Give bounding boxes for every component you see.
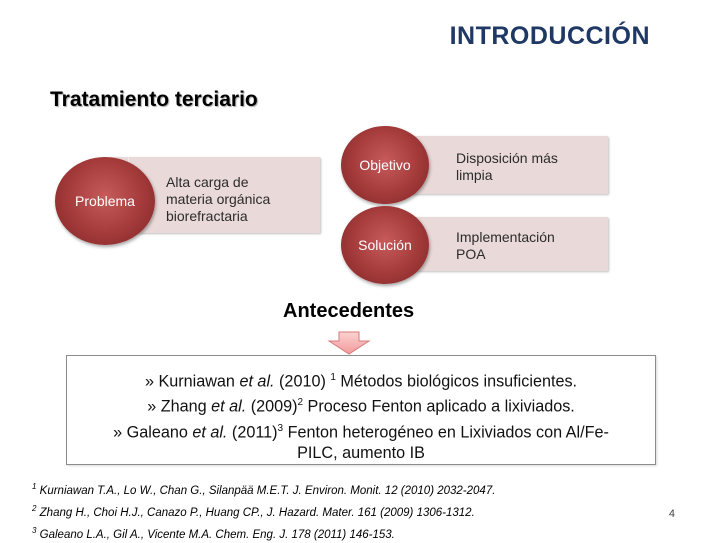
problem-label: Problema	[75, 193, 135, 209]
reference-number: 3	[32, 525, 37, 535]
problem-description-line: materia orgánica	[166, 191, 271, 207]
antecedente-etal: et al.	[192, 423, 228, 442]
solution-description-line: Implementación	[456, 229, 555, 245]
antecedente-year: (2009)	[246, 397, 298, 416]
antecedente-author: » Galeano	[113, 423, 193, 442]
antecedente-text: Métodos biológicos insuficientes.	[335, 372, 578, 391]
solution-label: Solución	[358, 237, 412, 253]
reference-text: Galeano L.A., Gil A., Vicente M.A. Chem. Eng. J. 178 (2011) 146-153.	[36, 528, 395, 541]
antecedente-item	[67, 367, 655, 392]
objective-description-line: Disposición más	[456, 150, 558, 166]
antecedente-item	[67, 392, 655, 417]
page-number: 4	[668, 508, 675, 520]
antecedentes-box	[66, 355, 656, 465]
objective-description	[456, 150, 558, 184]
slide-title: INTRODUCCIÓN	[449, 22, 650, 50]
reference-text: Kurniawan T.A., Lo W., Chan G., Silanpää M.E.T. J. Environ. Monit. 12 (2010) 2032-2047.	[36, 484, 496, 497]
reference-number: 2	[32, 503, 37, 513]
antecedente-etal: et al.	[211, 397, 247, 416]
antecedente-ref-number: 3	[277, 422, 284, 434]
antecedente-item-continuation: PILC, aumento IB	[297, 444, 425, 463]
objective-description-line: limpia	[456, 167, 493, 183]
antecedente-etal: et al.	[239, 372, 275, 391]
solution-circle	[341, 206, 429, 284]
section-subtitle: Tratamiento terciario	[50, 88, 258, 111]
antecedente-author: » Kurniawan	[144, 372, 240, 391]
problem-description-line: biorefractaria	[166, 208, 248, 224]
down-arrow-icon	[327, 331, 371, 355]
antecedente-ref-number: 1	[330, 372, 336, 383]
objective-circle	[341, 126, 429, 204]
problem-circle	[55, 157, 155, 245]
reference-item	[32, 500, 495, 522]
reference-text: Zhang H., Choi H.J., Canazo P., Huang CP., J. Hazard. Mater. 161 (2009) 1306-1312.	[36, 506, 475, 519]
antecedente-text: Proceso Fenton aplicado a lixiviados.	[303, 397, 575, 416]
solution-description-line: POA	[456, 246, 486, 262]
antecedente-item	[67, 418, 655, 443]
reference-number: 1	[32, 482, 37, 491]
antecedente-ref-number: 2	[297, 397, 304, 409]
problem-description-line: Alta carga de	[166, 174, 249, 190]
objective-label: Objetivo	[359, 157, 411, 173]
antecedente-year: (2010)	[274, 372, 331, 391]
solution-description	[456, 229, 555, 263]
antecedente-year: (2011)	[227, 423, 278, 442]
antecedente-author: » Zhang	[147, 397, 212, 416]
problem-description	[166, 174, 270, 225]
reference-item	[32, 478, 495, 500]
antecedentes-title: Antecedentes	[283, 300, 415, 322]
references	[32, 478, 495, 543]
antecedente-text: Fenton heterogéneo en Lixiviados con Al/Fe-	[283, 423, 609, 442]
